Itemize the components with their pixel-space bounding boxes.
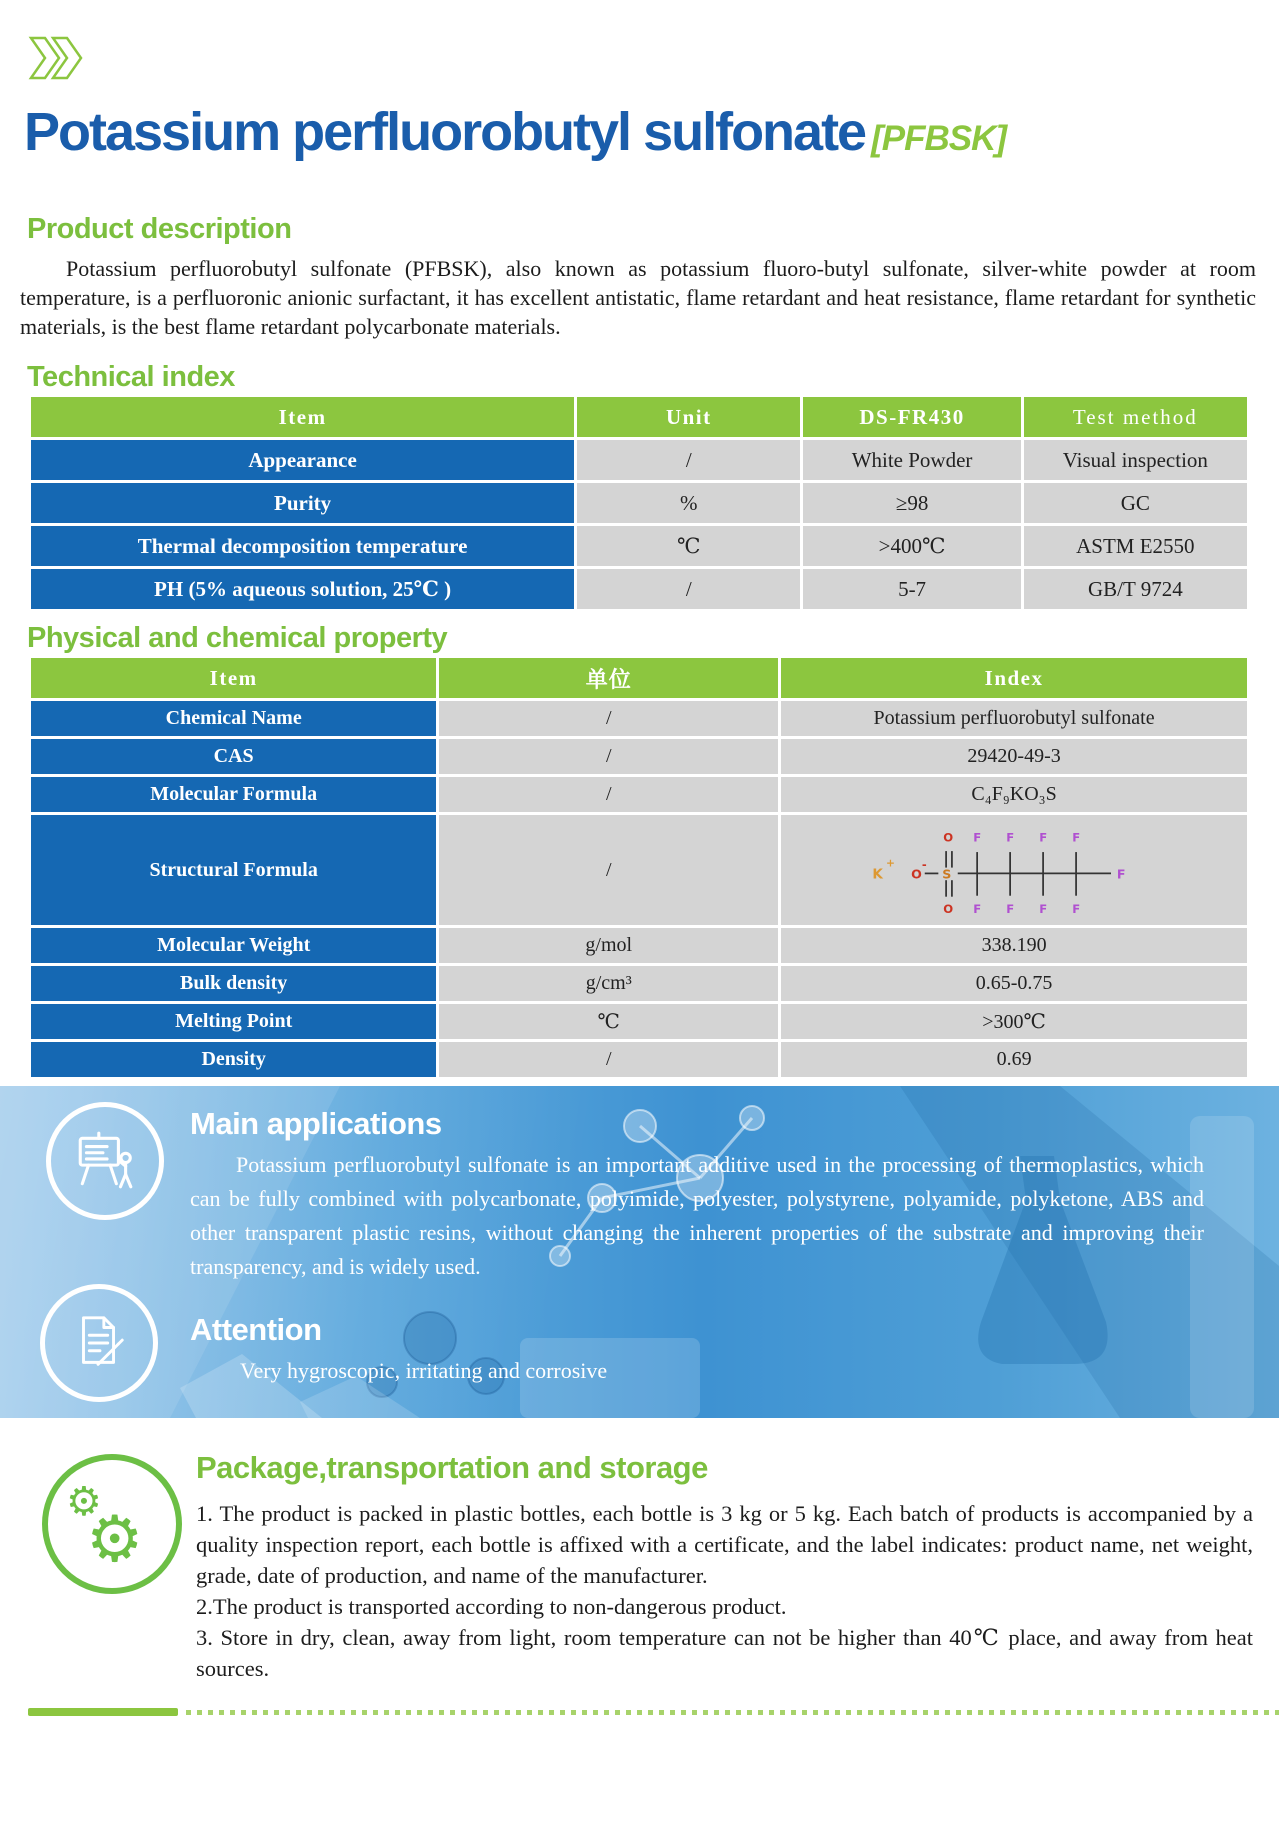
svg-text:F: F [1116, 865, 1126, 881]
product-title: Potassium perfluorobutyl sulfonate [24, 102, 866, 162]
row-value-cell: White Powder [803, 440, 1020, 480]
technical-index-table [28, 394, 1250, 612]
table-row [31, 1042, 1247, 1077]
product-abbreviation: [PFBSK] [871, 119, 1007, 158]
column-header-item: Item [31, 658, 436, 698]
svg-text:K: K [872, 865, 883, 882]
svg-text:F: F [1039, 901, 1048, 916]
presentation-icon [46, 1102, 164, 1220]
svg-text:O: O [911, 865, 922, 881]
row-unit-cell: / [577, 569, 800, 609]
table-row [31, 928, 1247, 963]
footer-divider [28, 1708, 1279, 1716]
page-title [24, 101, 1279, 163]
column-header-grade: DS-FR430 [803, 397, 1020, 437]
column-header-unit: Unit [577, 397, 800, 437]
row-item-cell: Molecular Weight [31, 928, 436, 963]
gears-icon [42, 1454, 182, 1594]
svg-text:O: O [943, 901, 954, 916]
row-unit-cell: % [577, 483, 800, 523]
package-item-1: 1. The product is packed in plastic bottles, each bottle is 3 kg or 5 kg. Each batch of products is accompanied by a quality inspection report, each bottle is affixed with a certificate, and the label indicates: product name, net weight, grade, date of production, and name of the manufacturer. [196, 1501, 1253, 1588]
row-unit-cell: / [439, 1042, 778, 1077]
row-value-cell: ≥98 [803, 483, 1020, 523]
structural-formula-cell [781, 815, 1247, 925]
applications-hero-section [0, 1086, 1279, 1418]
table-row [31, 569, 1247, 609]
row-value-cell: 29420-49-3 [781, 739, 1247, 774]
row-item-cell: Appearance [31, 440, 574, 480]
section-heading-technical-index: Technical index [27, 361, 235, 393]
package-section [0, 1450, 1279, 1684]
table-row [31, 966, 1247, 1001]
table-row [31, 1004, 1247, 1039]
row-item-cell: Melting Point [31, 1004, 436, 1039]
row-method-cell: GC [1024, 483, 1247, 523]
row-value-cell: >300℃ [781, 1004, 1247, 1039]
column-header-item: Item [31, 397, 574, 437]
table-row [31, 739, 1247, 774]
attention-heading: Attention [190, 1312, 322, 1347]
row-value-cell: >400℃ [803, 526, 1020, 566]
footer-solid-bar [28, 1708, 178, 1716]
row-method-cell: Visual inspection [1024, 440, 1247, 480]
table-row [31, 815, 1247, 925]
svg-text:-: - [921, 857, 927, 872]
row-unit-cell: / [577, 440, 800, 480]
row-value-cell: Potassium perfluorobutyl sulfonate [781, 701, 1247, 736]
row-item-cell: PH (5% aqueous solution, 25℃ ) [31, 569, 574, 609]
table-header-row [31, 397, 1247, 437]
row-method-cell: GB/T 9724 [1024, 569, 1247, 609]
package-item-3: 3. Store in dry, clean, away from light, room temperature can not be higher than 40℃ place, and away from heat sources. [196, 1625, 1253, 1681]
table-row [31, 440, 1247, 480]
svg-text:F: F [1006, 829, 1015, 844]
section-heading-description: Product description [27, 213, 292, 245]
table-row [31, 526, 1247, 566]
row-value-cell: 0.65-0.75 [781, 966, 1247, 1001]
row-method-cell: ASTM E2550 [1024, 526, 1247, 566]
svg-text:O: O [943, 829, 954, 844]
footer-dashed-line [186, 1710, 1279, 1715]
row-value-cell: 5-7 [803, 569, 1020, 609]
row-item-cell: Purity [31, 483, 574, 523]
row-item-cell: Chemical Name [31, 701, 436, 736]
row-value-cell: 0.69 [781, 1042, 1247, 1077]
svg-text:F: F [973, 829, 982, 844]
row-unit-cell: / [439, 815, 778, 925]
row-item-cell: Bulk density [31, 966, 436, 1001]
row-item-cell: Density [31, 1042, 436, 1077]
column-header-test-method: Test method [1024, 397, 1247, 437]
svg-text:F: F [1006, 901, 1015, 916]
small-gear-glyph: ⚙ [66, 1479, 102, 1525]
row-unit-cell: / [439, 701, 778, 736]
row-unit-cell: / [439, 777, 778, 812]
row-value-cell: 338.190 [781, 928, 1247, 963]
svg-text:F: F [973, 901, 982, 916]
row-item-cell: Molecular Formula [31, 777, 436, 812]
column-header-unit-cn: 单位 [439, 658, 778, 698]
row-unit-cell: g/mol [439, 928, 778, 963]
row-item-cell: Structural Formula [31, 815, 436, 925]
main-applications-heading: Main applications [190, 1106, 442, 1141]
svg-text:F: F [1039, 829, 1048, 844]
table-header-row [31, 658, 1247, 698]
package-item-2: 2.The product is transported according to non-dangerous product. [196, 1594, 787, 1619]
row-unit-cell: ℃ [439, 1004, 778, 1039]
attention-text: Very hygroscopic, irritating and corrosive [240, 1358, 608, 1383]
main-applications-paragraph: Potassium perfluorobutyl sulfonate is an important additive used in the processing of thermoplastics, which can be fully combined with polycarbonate, polyimide, polyester, polystyrene, polyamide, polyketone, ABS and other transparent plastic resins, without changing the inherent properties of the substrate and improving their transparency, and is widely used. [190, 1152, 1204, 1279]
section-heading-physical-property: Physical and chemical property [27, 622, 448, 654]
table-row [31, 701, 1247, 736]
double-chevron-icon [28, 36, 1279, 85]
large-gear-glyph: ⚙ [86, 1503, 144, 1577]
svg-text:S: S [942, 865, 952, 881]
row-unit-cell: ℃ [577, 526, 800, 566]
row-unit-cell: g/cm³ [439, 966, 778, 1001]
svg-text:F: F [1072, 829, 1081, 844]
table-row [31, 777, 1247, 812]
table-row [31, 483, 1247, 523]
section-heading-package: Package,transportation and storage [196, 1450, 708, 1485]
physical-property-table [28, 655, 1250, 1080]
description-paragraph: Potassium perfluorobutyl sulfonate (PFBSK), also known as potassium fluoro-butyl sulfonate, silver-white powder at room temperature, is a perfluoronic anionic surfactant, it has excellent antistatic, flame retardant and heat resistance, flame retardant for synthetic materials, is the best flame retardant polycarbonate materials. [20, 256, 1256, 339]
row-item-cell: CAS [31, 739, 436, 774]
column-header-index: Index [781, 658, 1247, 698]
row-unit-cell: / [439, 739, 778, 774]
row-value-cell: C₄F₉KO₃S [781, 777, 1247, 812]
structural-formula-image [868, 822, 1160, 919]
svg-text:F: F [1072, 901, 1081, 916]
document-pencil-icon [40, 1284, 158, 1402]
svg-text:+: + [886, 856, 895, 870]
row-item-cell: Thermal decomposition temperature [31, 526, 574, 566]
